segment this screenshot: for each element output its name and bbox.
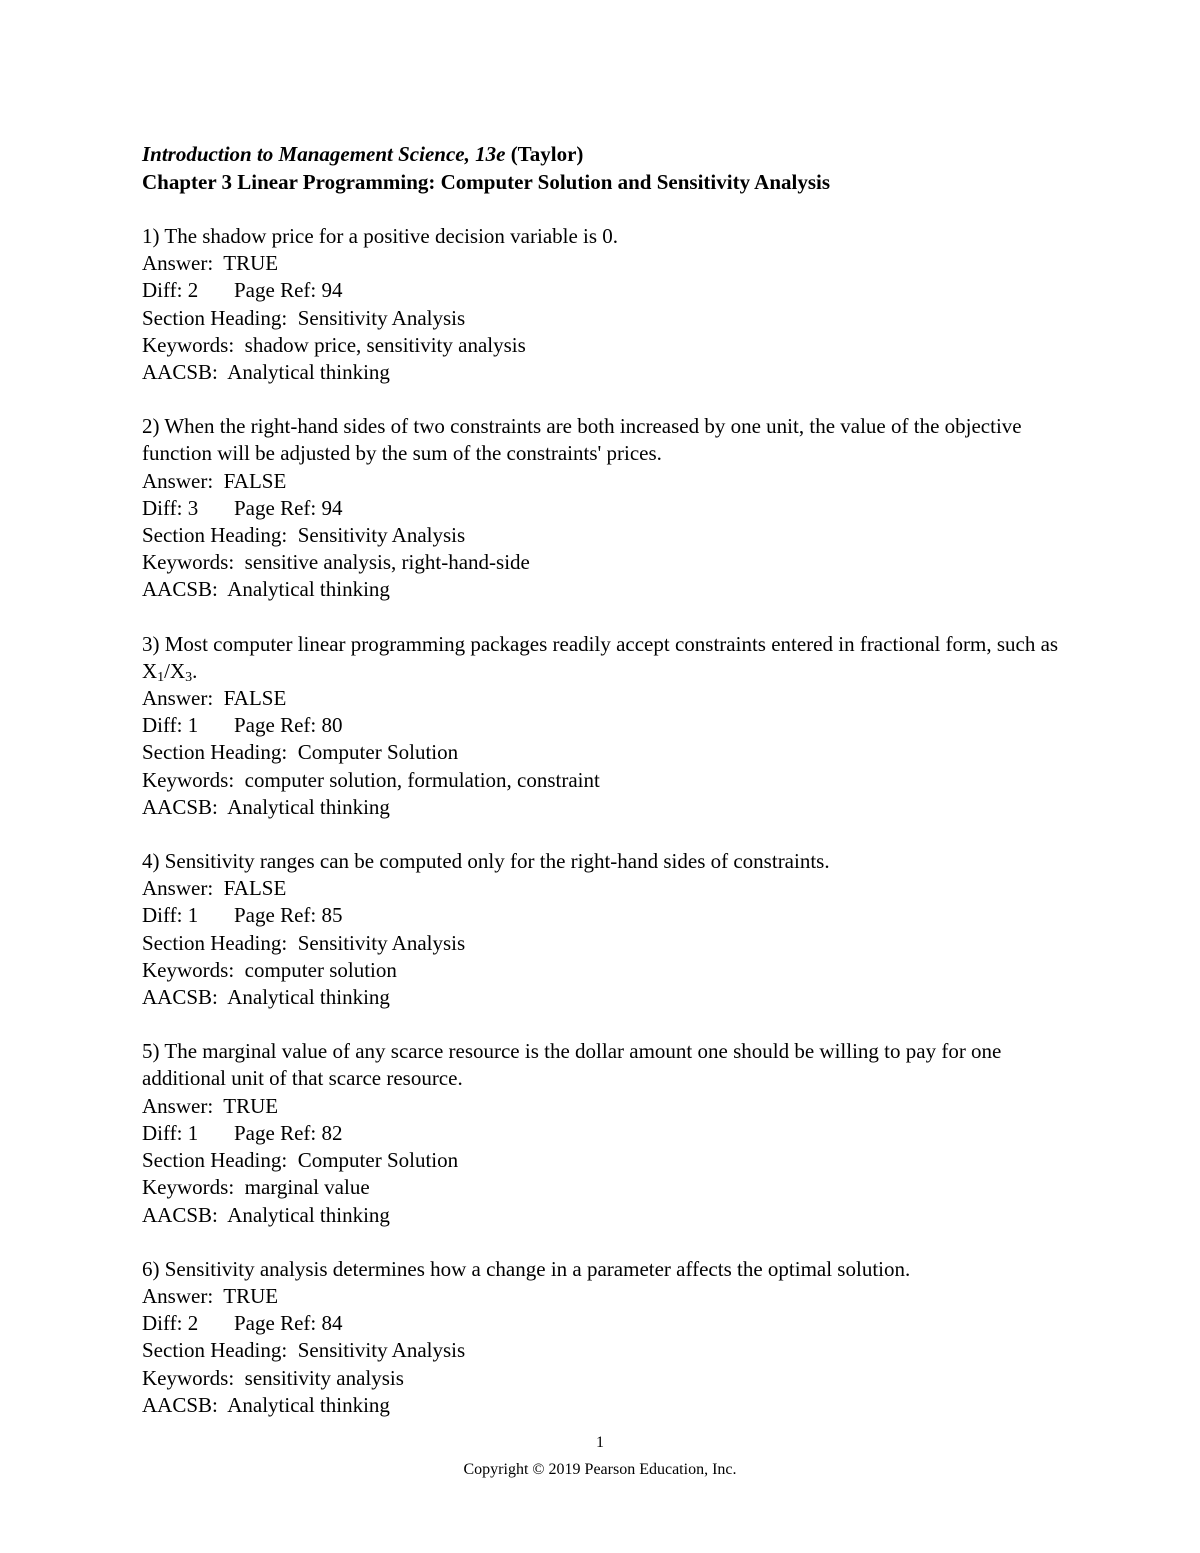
page-ref-value: 80 — [321, 713, 343, 738]
answer-label: Answer: — [142, 876, 214, 901]
keywords-row — [142, 1365, 1062, 1392]
section-value: Computer Solution — [297, 1148, 459, 1173]
answer-row — [142, 250, 1062, 277]
page-number: 1 — [596, 1434, 604, 1451]
aacsb-label: AACSB: — [142, 1392, 218, 1417]
answer-row — [142, 875, 1062, 902]
diff-row — [142, 277, 1062, 304]
aacsb-value: Analytical thinking — [227, 1202, 390, 1227]
question-2 — [142, 413, 1062, 603]
keywords-value: sensitivity analysis — [244, 1365, 404, 1390]
answer-row — [142, 1093, 1062, 1120]
answer-label: Answer: — [142, 468, 214, 493]
answer-value: TRUE — [223, 1093, 279, 1118]
answer-row — [142, 468, 1062, 495]
diff-row — [142, 495, 1062, 522]
question-5 — [142, 1038, 1062, 1228]
aacsb-row — [142, 1202, 1062, 1229]
section-label: Section Heading: — [142, 1338, 288, 1363]
question-6 — [142, 1256, 1062, 1419]
answer-value: TRUE — [223, 251, 279, 276]
copyright-notice: Copyright © 2019 Pearson Education, Inc. — [463, 1461, 737, 1478]
question-text: 2) When the right-hand sides of two constraints are both increased by one unit, the value of the objective function will be adjusted by the sum of the constraints' prices. — [142, 414, 1022, 466]
section-row — [142, 739, 1062, 766]
diff-row — [142, 1120, 1062, 1147]
section-value: Computer Solution — [297, 740, 459, 765]
aacsb-value: Analytical thinking — [227, 577, 390, 602]
keywords-row — [142, 549, 1062, 576]
keywords-label: Keywords: — [142, 1175, 235, 1200]
chapter-title: Chapter 3 Linear Programming: Computer Solution and Sensitivity Analysis — [142, 170, 831, 194]
diff-label: Diff: — [142, 713, 183, 738]
diff-value: 2 — [187, 1311, 199, 1336]
aacsb-value: Analytical thinking — [227, 985, 390, 1010]
page-ref-label: Page Ref: — [234, 1311, 317, 1336]
aacsb-value: Analytical thinking — [227, 794, 390, 819]
book-title-line — [142, 140, 1062, 168]
question-text-main: 3) Most computer linear programming packages readily accept constraints entered in fractional form, such as X — [142, 631, 1059, 683]
section-row — [142, 930, 1062, 957]
question-4 — [142, 848, 1062, 1011]
diff-row — [142, 712, 1062, 739]
diff-value: 3 — [187, 495, 199, 520]
section-row — [142, 1147, 1062, 1174]
section-label: Section Heading: — [142, 740, 288, 765]
keywords-label: Keywords: — [142, 1365, 235, 1390]
diff-value: 1 — [187, 713, 199, 738]
question-text-slash: /X — [164, 658, 186, 683]
section-label: Section Heading: — [142, 523, 288, 548]
question-text-end: . — [192, 658, 198, 683]
section-row — [142, 522, 1062, 549]
book-author: (Taylor) — [510, 142, 584, 166]
diff-value: 2 — [187, 278, 199, 303]
answer-label: Answer: — [142, 686, 214, 711]
page-ref-value: 84 — [321, 1311, 343, 1336]
answer-value: TRUE — [223, 1283, 279, 1308]
question-text: 6) Sensitivity analysis determines how a change in a parameter affects the optimal solution. — [142, 1256, 911, 1281]
keywords-label: Keywords: — [142, 767, 235, 792]
answer-value: FALSE — [223, 468, 287, 493]
subscript-1: 1 — [157, 669, 165, 685]
question-text: 4) Sensitivity ranges can be computed only for the right-hand sides of constraints. — [142, 849, 830, 874]
aacsb-row — [142, 359, 1062, 386]
section-value: Sensitivity Analysis — [297, 305, 466, 330]
diff-label: Diff: — [142, 1120, 183, 1145]
aacsb-label: AACSB: — [142, 794, 218, 819]
question-3 — [142, 631, 1062, 821]
diff-value: 1 — [187, 1120, 199, 1145]
keywords-label: Keywords: — [142, 550, 235, 575]
diff-value: 1 — [187, 903, 199, 928]
aacsb-row — [142, 576, 1062, 603]
keywords-value: sensitive analysis, right-hand-side — [244, 550, 530, 575]
diff-label: Diff: — [142, 1311, 183, 1336]
answer-label: Answer: — [142, 1283, 214, 1308]
aacsb-row — [142, 794, 1062, 821]
page-ref-label: Page Ref: — [234, 713, 317, 738]
diff-label: Diff: — [142, 903, 183, 928]
page-ref-value: 85 — [321, 903, 343, 928]
aacsb-label: AACSB: — [142, 577, 218, 602]
aacsb-row — [142, 1392, 1062, 1419]
diff-row — [142, 1310, 1062, 1337]
section-label: Section Heading: — [142, 930, 288, 955]
answer-value: FALSE — [223, 876, 287, 901]
page-ref-label: Page Ref: — [234, 1120, 317, 1145]
page-ref-value: 82 — [321, 1120, 343, 1145]
keywords-value: computer solution — [244, 957, 397, 982]
aacsb-value: Analytical thinking — [227, 360, 390, 385]
answer-label: Answer: — [142, 1093, 214, 1118]
section-value: Sensitivity Analysis — [297, 523, 466, 548]
keywords-value: computer solution, formulation, constraint — [244, 767, 600, 792]
keywords-row — [142, 332, 1062, 359]
question-text — [142, 631, 1062, 685]
keywords-label: Keywords: — [142, 332, 235, 357]
section-value: Sensitivity Analysis — [297, 930, 466, 955]
diff-row — [142, 902, 1062, 929]
book-title: Introduction to Management Science, 13e — [142, 142, 506, 166]
document-content — [142, 140, 1062, 1446]
diff-label: Diff: — [142, 278, 183, 303]
answer-label: Answer: — [142, 251, 214, 276]
page-ref-value: 94 — [321, 278, 343, 303]
keywords-row — [142, 1174, 1062, 1201]
question-text: 1) The shadow price for a positive decision variable is 0. — [142, 224, 619, 248]
subscript-3: 3 — [185, 669, 193, 685]
page-ref-value: 94 — [321, 495, 343, 520]
section-label: Section Heading: — [142, 305, 288, 330]
section-row — [142, 1337, 1062, 1364]
keywords-row — [142, 767, 1062, 794]
keywords-label: Keywords: — [142, 957, 235, 982]
aacsb-label: AACSB: — [142, 360, 218, 385]
diff-label: Diff: — [142, 495, 183, 520]
keywords-row — [142, 957, 1062, 984]
question-text: 5) The marginal value of any scarce resource is the dollar amount one should be willing to pay for one additional unit of that scarce resource. — [142, 1039, 1002, 1091]
page-ref-label: Page Ref: — [234, 495, 317, 520]
aacsb-row — [142, 984, 1062, 1011]
aacsb-label: AACSB: — [142, 1202, 218, 1227]
section-label: Section Heading: — [142, 1148, 288, 1173]
page-ref-label: Page Ref: — [234, 278, 317, 303]
keywords-value: shadow price, sensitivity analysis — [244, 332, 526, 357]
question-1 — [142, 223, 1062, 386]
section-row — [142, 305, 1062, 332]
section-value: Sensitivity Analysis — [297, 1338, 466, 1363]
aacsb-value: Analytical thinking — [227, 1392, 390, 1417]
page-ref-label: Page Ref: — [234, 903, 317, 928]
keywords-value: marginal value — [244, 1175, 370, 1200]
answer-value: FALSE — [223, 686, 287, 711]
answer-row — [142, 1283, 1062, 1310]
answer-row — [142, 685, 1062, 712]
aacsb-label: AACSB: — [142, 985, 218, 1010]
